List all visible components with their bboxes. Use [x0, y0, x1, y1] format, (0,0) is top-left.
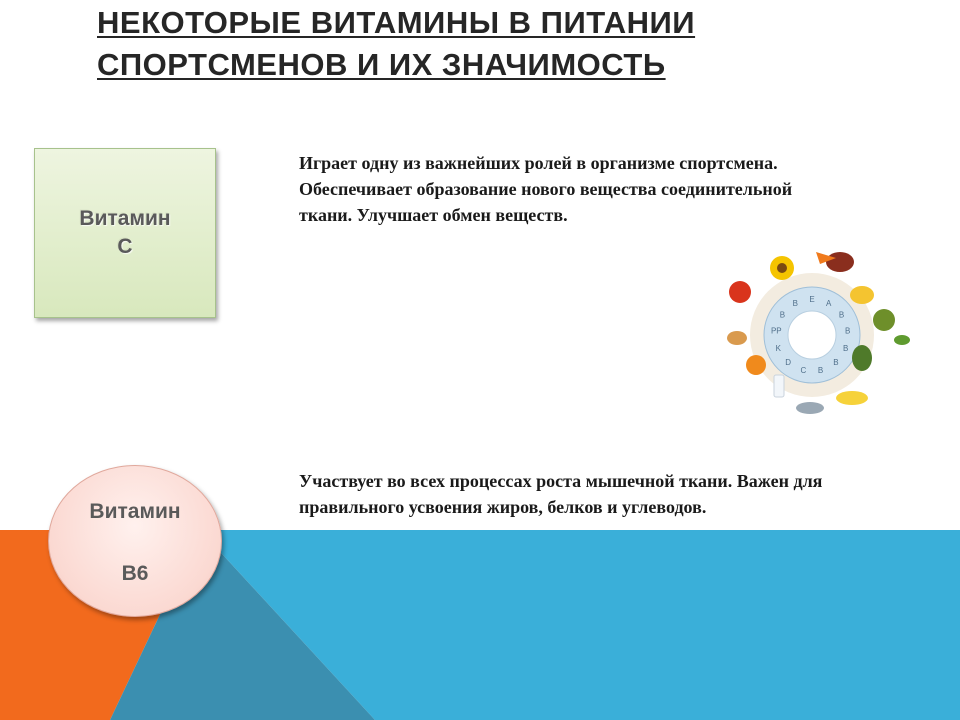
- wheel-letter: PP: [770, 326, 782, 336]
- vitamin-b6-description: Участвует во всех процессах роста мышечной ткани. Важен для правильного усвоения жиров, белков и углеводов.: [299, 471, 823, 517]
- vitamin-food-wheel-illustration: [712, 240, 917, 420]
- vitamin-c-description: Играет одну из важнейших ролей в организме спортсмена. Обеспечивает образование нового вещества соединительной ткани. Улучшает обмен веществ.: [299, 153, 793, 225]
- vitamin-b6-label: Витамин: [89, 500, 181, 523]
- wheel-letter: C: [800, 366, 807, 375]
- wheel-letter: B: [838, 310, 845, 320]
- wheel-letter: B: [779, 310, 786, 320]
- vitamin-c-label: Витамин: [79, 207, 171, 230]
- wheel-letter: B: [833, 357, 839, 367]
- wheel-letter: D: [785, 357, 791, 367]
- wheel-letter: E: [809, 295, 815, 304]
- kiwi-icon: [873, 309, 895, 331]
- cheese-icon: [850, 286, 874, 304]
- meat-icon: [826, 252, 854, 272]
- title-line-2: СПОРТСМЕНОВ И ИХ ЗНАЧИМОСТЬ: [97, 47, 666, 82]
- title-line-1: НЕКОТОРЫЕ ВИТАМИНЫ В ПИТАНИИ: [97, 5, 696, 40]
- peas-icon: [894, 335, 910, 345]
- wheel-letter: B: [845, 326, 851, 336]
- avocado-icon: [852, 345, 872, 371]
- wheel-letter: B: [817, 366, 824, 375]
- vitamin-c-box: [34, 148, 216, 318]
- wheel-letter: B: [792, 299, 798, 309]
- banana-icon: [836, 391, 868, 405]
- vitamin-b6-code: В6: [121, 562, 149, 585]
- wheel-letter: A: [826, 299, 832, 309]
- wheel-letter: K: [775, 343, 781, 353]
- orange-fruit-icon: [746, 355, 766, 375]
- bread-icon: [727, 331, 747, 345]
- slide-title: [97, 2, 857, 86]
- fish-icon: [796, 402, 824, 414]
- vitamin-c-letter: С: [117, 235, 133, 258]
- milk-bottle-icon: [774, 375, 784, 397]
- vitamin-b6-circle: [48, 465, 222, 617]
- tomato-icon: [729, 281, 751, 303]
- wheel-letter: B: [843, 343, 849, 353]
